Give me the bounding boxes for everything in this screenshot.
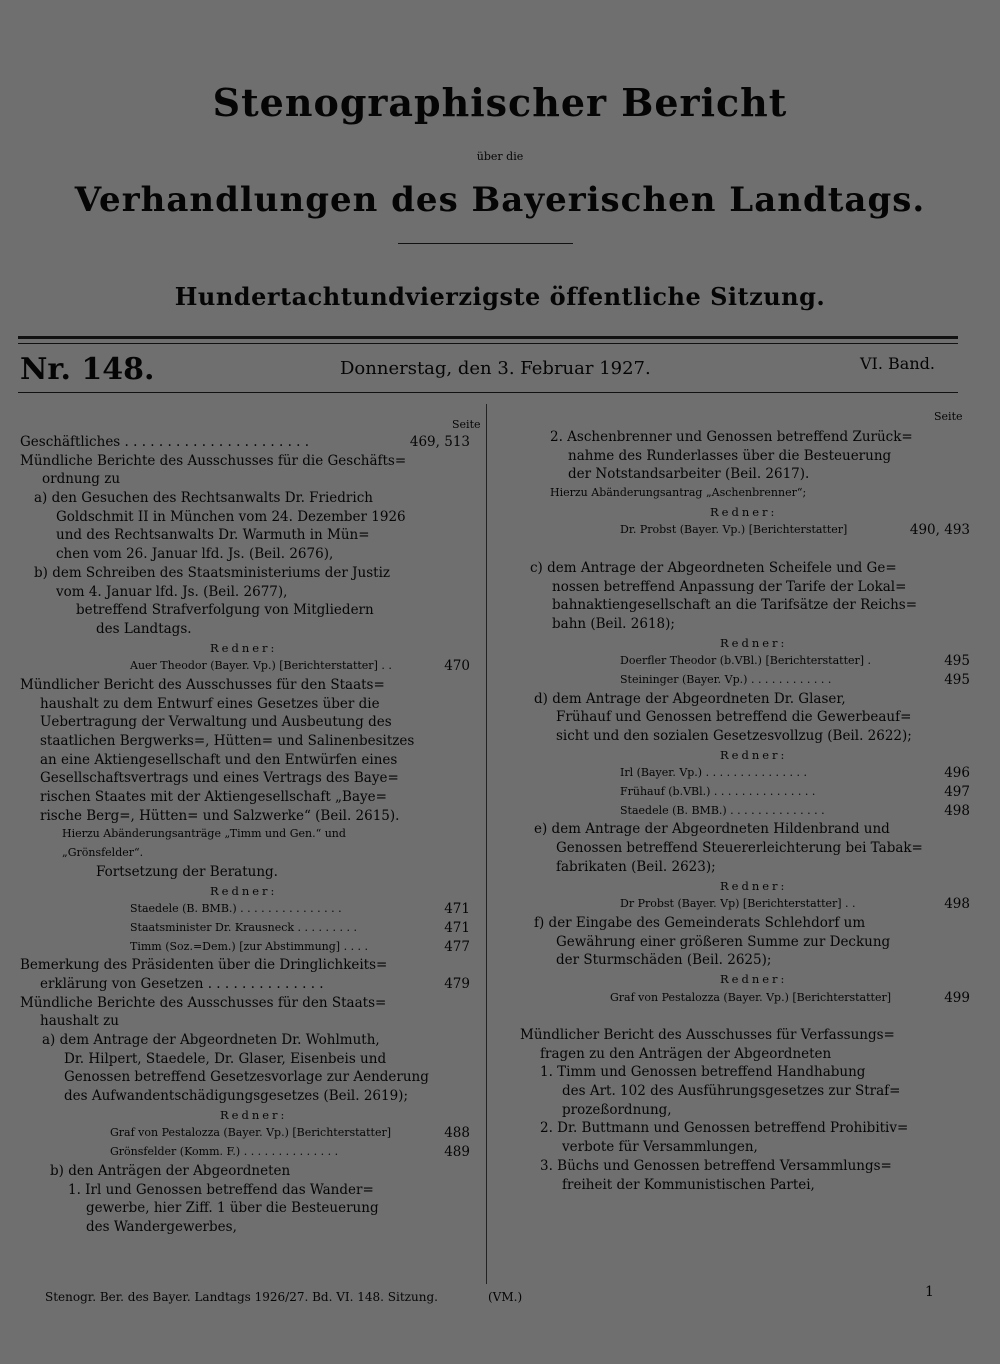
header-rule-bottom	[18, 392, 958, 393]
toc-text: fragen zu den Anträgen der Abgeordneten	[540, 1045, 832, 1062]
toc-text: b) dem Schreiben des Staatsministeriums der Justiz	[34, 564, 391, 581]
toc-page-number: 496	[944, 765, 970, 782]
toc-text: Redner:	[720, 635, 788, 650]
report-subtitle: Verhandlungen des Bayerischen Landtags.	[74, 180, 926, 220]
left-seite-label: Seite	[452, 418, 481, 431]
toc-text: Genossen betreffend Steuererleichterung bei Tabak=	[556, 840, 923, 857]
redner-heading	[20, 639, 470, 658]
toc-line	[20, 676, 470, 695]
toc-text: Grönsfelder (Komm. F.) . . . . . . . . . . . . . .	[110, 1145, 339, 1159]
toc-text: nahme des Runderlasses über die Besteuerung	[568, 447, 892, 464]
toc-line	[20, 732, 470, 751]
toc-page-number: 490, 493	[909, 522, 970, 539]
toc-text: d) dem Antrage der Abgeordneten Dr. Glaser,	[534, 690, 846, 707]
toc-text: Genossen betreffend Gesetzesvorlage zur Aenderung	[64, 1069, 429, 1086]
toc-line	[520, 447, 970, 466]
ueber-die: über die	[476, 150, 524, 163]
toc-text: Redner:	[720, 878, 788, 893]
toc-line	[520, 727, 970, 746]
toc-text: vom 4. Januar lfd. Js. (Beil. 2677),	[56, 583, 288, 600]
toc-line	[20, 807, 470, 826]
toc-text: Doerfler Theodor (b.VBl.) [Berichterstatter] .	[620, 654, 872, 668]
toc-text: Graf von Pestalozza (Bayer. Vp.) [Berichterstatter]	[610, 990, 892, 1004]
toc-text: haushalt zu	[40, 1013, 119, 1030]
toc-line	[20, 1087, 470, 1106]
toc-line	[520, 839, 970, 858]
toc-text: rischen Staates mit der Aktiengesellschaft „Baye=	[40, 789, 387, 806]
toc-line	[520, 1138, 970, 1157]
toc-text: des Landtags.	[96, 620, 192, 637]
toc-text: des Aufwandentschädigungsgesetzes (Beil. 2619);	[64, 1088, 408, 1105]
toc-text: der Sturmschäden (Beil. 2625);	[556, 952, 772, 969]
toc-text: Dr. Hilpert, Staedele, Dr. Glaser, Eisenbeis und	[64, 1050, 387, 1067]
report-title: Stenographischer Bericht	[212, 80, 788, 125]
toc-line	[20, 508, 470, 527]
toc-line	[20, 452, 470, 471]
left-column	[20, 433, 470, 1237]
toc-page-number: 477	[444, 938, 470, 955]
title-divider	[398, 243, 573, 244]
toc-line	[520, 951, 970, 970]
toc-text: a) den Gesuchen des Rechtsanwalts Dr. Friedrich	[34, 490, 373, 507]
toc-text: Redner:	[710, 504, 778, 519]
toc-entry	[20, 938, 470, 957]
toc-line	[520, 559, 970, 578]
redner-heading	[520, 503, 970, 522]
toc-entry	[20, 1124, 470, 1143]
toc-text: und des Rechtsanwalts Dr. Warmuth in Mün=	[56, 527, 370, 544]
toc-text: fabrikaten (Beil. 2623);	[556, 858, 716, 875]
page-number: 1	[925, 1284, 934, 1300]
toc-text: Redner:	[720, 747, 788, 762]
toc-page-number: 470	[444, 658, 470, 675]
toc-text: Staedele (B. BMB.) . . . . . . . . . . . . . .	[620, 803, 825, 817]
toc-text: b) den Anträgen der Abgeordneten	[50, 1162, 291, 1179]
toc-line	[520, 1119, 970, 1138]
toc-line	[520, 1007, 970, 1026]
toc-page-number: 471	[444, 919, 470, 936]
toc-text: sicht und den sozialen Gesetzesvollzug (Beil. 2622);	[556, 728, 912, 744]
toc-text: Bemerkung des Präsidenten über die Dringlichkeits=	[20, 957, 388, 974]
toc-line	[520, 1157, 970, 1176]
toc-line	[20, 788, 470, 807]
toc-text: Staedele (B. BMB.) . . . . . . . . . . . . . . .	[130, 902, 342, 916]
toc-line	[20, 545, 470, 564]
toc-entry	[520, 783, 970, 802]
toc-text: c) dem Antrage der Abgeordneten Scheifele und Ge=	[530, 559, 897, 576]
toc-line	[520, 1063, 970, 1082]
toc-entry	[520, 989, 970, 1008]
toc-text: haushalt zu dem Entwurf eines Gesetzes über die	[40, 695, 380, 712]
toc-text: prozeßordnung,	[562, 1101, 672, 1118]
toc-line	[20, 489, 470, 508]
toc-text: „Grönsfelder“.	[62, 846, 144, 860]
toc-text: 1. Timm und Genossen betreffend Handhabung	[540, 1064, 866, 1081]
toc-text: Frühauf und Genossen betreffend die Gewerbeauf=	[556, 709, 912, 726]
toc-line	[20, 470, 470, 489]
toc-text: Graf von Pestalozza (Bayer. Vp.) [Berichterstatter]	[110, 1126, 392, 1140]
toc-page-number: 488	[444, 1125, 470, 1142]
toc-text: Redner:	[220, 1107, 288, 1122]
toc-line	[20, 863, 470, 882]
toc-text: betreffend Strafverfolgung von Mitgliedern	[76, 602, 374, 619]
toc-entry	[20, 433, 470, 452]
toc-text: verbote für Versammlungen,	[562, 1139, 758, 1156]
toc-line	[20, 1199, 470, 1218]
toc-page-number: 469, 513	[409, 434, 470, 450]
toc-text: gewerbe, hier Ziff. 1 über die Besteuerung	[86, 1200, 379, 1217]
toc-line	[20, 1031, 470, 1050]
toc-text: Mündliche Berichte des Ausschusses für den Staats=	[20, 994, 387, 1011]
toc-entry	[520, 764, 970, 783]
toc-text: rische Berg=, Hütten= und Salzwerke“ (Beil. 2615).	[40, 807, 400, 824]
toc-text: Staatsminister Dr. Krausneck . . . . . . . . .	[130, 920, 358, 934]
toc-line	[20, 526, 470, 545]
toc-entry	[20, 975, 470, 994]
toc-line	[520, 1176, 970, 1195]
toc-line	[520, 484, 970, 503]
toc-entry	[520, 895, 970, 914]
toc-line	[520, 540, 970, 559]
toc-entry	[20, 657, 470, 676]
toc-line	[20, 1012, 470, 1031]
toc-line	[20, 769, 470, 788]
toc-page-number: 498	[944, 896, 970, 913]
toc-line	[20, 695, 470, 714]
redner-heading	[520, 634, 970, 653]
toc-line	[520, 708, 970, 727]
toc-text: des Art. 102 des Ausführungsgesetzes zur Straf=	[562, 1083, 901, 1100]
redner-heading	[520, 877, 970, 896]
toc-line	[520, 1082, 970, 1101]
toc-line	[520, 465, 970, 484]
toc-text: Gesellschaftsvertrags und eines Vertrags des Baye=	[40, 770, 399, 787]
toc-entry	[520, 521, 970, 540]
toc-line	[520, 820, 970, 839]
toc-text: bahn (Beil. 2618);	[552, 615, 675, 632]
toc-page-number: 495	[944, 653, 970, 670]
toc-line	[20, 583, 470, 602]
issue-date: Donnerstag, den 3. Februar 1927.	[340, 358, 651, 379]
toc-line	[520, 1045, 970, 1064]
toc-text: 1. Irl und Genossen betreffend das Wander=	[68, 1181, 374, 1198]
toc-text: freiheit der Kommunistischen Partei,	[562, 1176, 815, 1193]
toc-line	[20, 825, 470, 844]
footer-citation: Stenogr. Ber. des Bayer. Landtags 1926/27. Bd. VI. 148. Sitzung.	[45, 1290, 438, 1304]
toc-text: Mündlicher Bericht des Ausschusses für den Staats=	[20, 676, 385, 693]
toc-entry	[20, 1143, 470, 1162]
toc-text: Steininger (Bayer. Vp.) . . . . . . . . . . . .	[620, 672, 832, 686]
redner-heading	[520, 970, 970, 989]
toc-line	[20, 751, 470, 770]
toc-line	[20, 1218, 470, 1237]
toc-line	[520, 428, 970, 447]
toc-text: 3. Büchs und Genossen betreffend Versammlungs=	[540, 1157, 892, 1174]
toc-text: Dr Probst (Bayer. Vp) [Berichterstatter] . .	[620, 897, 856, 911]
right-seite-label: Seite	[934, 410, 963, 423]
toc-entry	[20, 919, 470, 938]
toc-text: an eine Aktiengesellschaft und den Entwürfen eines	[40, 751, 398, 768]
toc-text: 2. Dr. Buttmann und Genossen betreffend Prohibitiv=	[540, 1120, 909, 1137]
toc-text: nossen betreffend Anpassung der Tarife der Lokal=	[552, 578, 907, 595]
toc-text: Mündlicher Bericht des Ausschusses für Verfassungs=	[520, 1027, 895, 1043]
toc-page-number: 479	[444, 975, 470, 992]
toc-line	[20, 620, 470, 639]
toc-page-number: 497	[944, 784, 970, 801]
toc-text: chen vom 26. Januar lfd. Js. (Beil. 2676),	[56, 546, 334, 563]
volume-label: VI. Band.	[860, 354, 935, 373]
toc-text: Mündliche Berichte des Ausschusses für die Geschäfts=	[20, 452, 407, 469]
toc-entry	[520, 671, 970, 690]
toc-entry	[20, 900, 470, 919]
toc-line	[20, 713, 470, 732]
toc-entry	[520, 652, 970, 671]
toc-page-number: 499	[944, 989, 970, 1006]
toc-text: Irl (Bayer. Vp.) . . . . . . . . . . . . . . .	[620, 766, 807, 780]
toc-text: e) dem Antrage der Abgeordneten Hildenbrand und	[534, 821, 890, 838]
toc-text	[520, 1007, 970, 1026]
toc-line	[520, 690, 970, 709]
toc-text: Timm (Soz.=Dem.) [zur Abstimmung] . . . .	[130, 939, 369, 953]
toc-line	[20, 1050, 470, 1069]
toc-line	[520, 615, 970, 634]
toc-page-number: 495	[944, 671, 970, 688]
toc-line	[520, 1101, 970, 1120]
toc-line	[520, 914, 970, 933]
toc-line	[520, 596, 970, 615]
right-column	[520, 428, 970, 1194]
session-title: Hundertachtundvierzigste öffentliche Sitzung.	[174, 282, 826, 311]
toc-line	[20, 1162, 470, 1181]
toc-text: a) dem Antrage der Abgeordneten Dr. Wohlmuth,	[42, 1032, 380, 1048]
toc-line	[520, 578, 970, 597]
toc-text: bahnaktiengesellschaft an die Tarifsätze der Reichs=	[552, 597, 918, 614]
toc-text: ordnung zu	[42, 471, 121, 488]
toc-line	[20, 601, 470, 620]
toc-text: Auer Theodor (Bayer. Vp.) [Berichterstatter] . .	[130, 659, 392, 673]
column-divider	[486, 404, 487, 1284]
issue-number: Nr. 148.	[20, 352, 155, 387]
toc-page-number: 471	[444, 901, 470, 918]
toc-text: Goldschmit II in München vom 24. Dezember 1926	[56, 508, 406, 525]
header-rule-thin	[18, 343, 958, 344]
toc-line	[520, 933, 970, 952]
toc-entry	[520, 802, 970, 821]
toc-line	[20, 956, 470, 975]
footer-mark: (VM.)	[488, 1290, 523, 1304]
toc-text: Dr. Probst (Bayer. Vp.) [Berichterstatter]	[620, 523, 848, 537]
toc-text: 2. Aschenbrenner und Genossen betreffend Zurück=	[550, 429, 913, 445]
header-rule-thick	[18, 336, 958, 339]
toc-text: f) der Eingabe des Gemeinderats Schlehdorf um	[534, 914, 866, 931]
toc-text: Redner:	[210, 883, 278, 898]
toc-text: Gewährung einer größeren Summe zur Deckung	[556, 933, 891, 950]
toc-text: staatlichen Bergwerks=, Hütten= und Salinenbesitzes	[40, 733, 415, 749]
toc-text: Redner:	[210, 640, 278, 655]
redner-heading	[20, 882, 470, 901]
toc-text: Geschäftliches . . . . . . . . . . . . . . . . . . . . . .	[20, 434, 310, 450]
toc-text: Uebertragung der Verwaltung und Ausbeutung des	[40, 714, 392, 731]
toc-text: des Wandergewerbes,	[86, 1218, 237, 1235]
toc-line	[20, 1068, 470, 1087]
toc-line	[20, 564, 470, 583]
toc-page-number: 489	[444, 1144, 470, 1161]
redner-heading	[520, 746, 970, 765]
toc-line	[20, 994, 470, 1013]
toc-line	[20, 1181, 470, 1200]
toc-line	[520, 858, 970, 877]
toc-text: Hierzu Abänderungsanträge „Timm und Gen.“ und	[62, 827, 346, 841]
toc-text: Frühauf (b.VBl.) . . . . . . . . . . . . . . .	[620, 785, 816, 799]
redner-heading	[20, 1106, 470, 1125]
toc-text: Hierzu Abänderungsantrag „Aschenbrenner“;	[550, 486, 807, 500]
toc-text: der Notstandsarbeiter (Beil. 2617).	[568, 466, 810, 483]
toc-line	[520, 1026, 970, 1045]
toc-line	[20, 844, 470, 863]
toc-text: Redner:	[720, 971, 788, 986]
toc-page-number: 498	[944, 802, 970, 819]
toc-text	[520, 540, 970, 559]
toc-text: erklärung von Gesetzen . . . . . . . . . . . . . .	[40, 975, 324, 992]
toc-text: Fortsetzung der Beratung.	[96, 863, 278, 880]
